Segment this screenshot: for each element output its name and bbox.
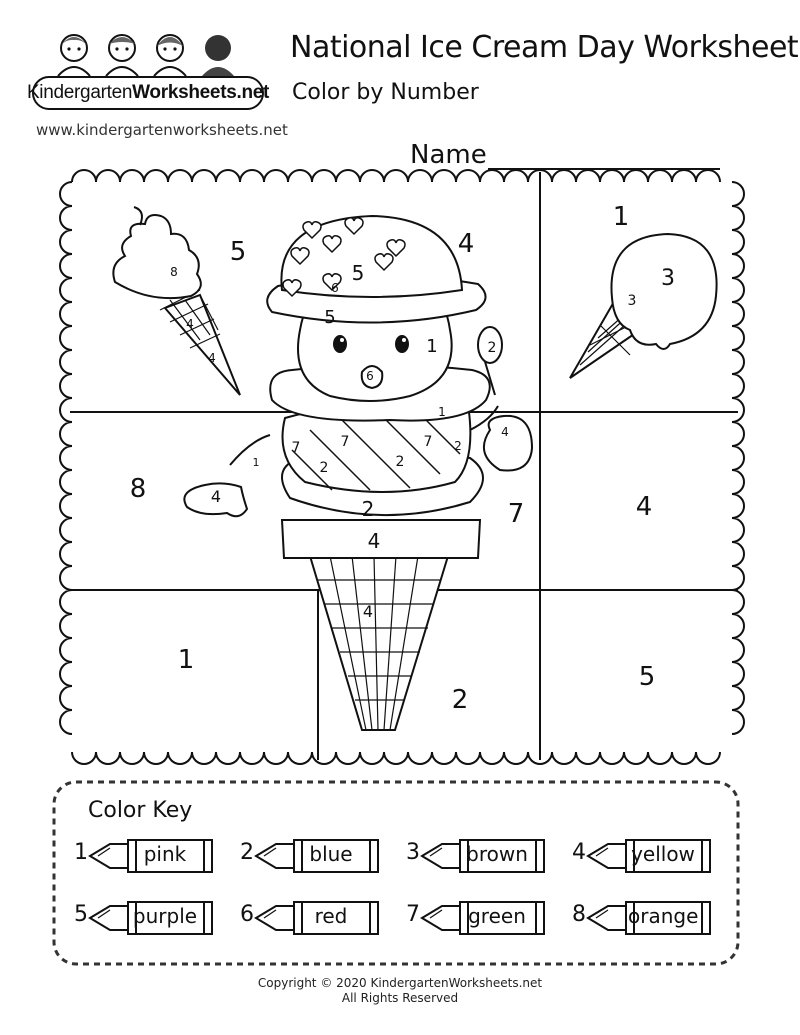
copyright-footer [0,976,800,1006]
picture-number: 3 [627,293,637,309]
color-key-item [568,834,718,878]
logo-kids-illustration [44,30,244,76]
picture-number: 7 [423,434,433,450]
color-key [50,778,742,968]
color-key-number: 2 [240,840,254,865]
picture-number: 4 [208,351,216,365]
picture-number: 1 [252,456,260,469]
coloring-picture[interactable] [58,168,748,768]
picture-number: 4 [501,425,509,439]
picture-number: 4 [367,529,381,553]
picture-number: 5 [324,307,336,328]
color-key-number: 6 [240,902,254,927]
copyright-line: Copyright © 2020 KindergartenWorksheets.net [257,976,543,990]
picture-number: 7 [340,434,350,450]
site-logo [26,76,270,110]
picture-number: 8 [129,474,147,504]
picture-number: 4 [186,317,194,331]
picture-number: 7 [291,440,301,456]
logo-text-bold: Worksheets.net [132,82,270,103]
color-key-item [402,834,552,878]
color-key-number: 1 [74,840,88,865]
worksheet-subtitle: Color by Number [292,80,479,105]
picture-number: 2 [451,685,469,715]
picture-number: 2 [395,454,405,470]
rights-line: All Rights Reserved [341,991,459,1005]
color-key-item [402,896,552,940]
picture-number: 4 [362,602,374,621]
picture-number: 4 [457,229,475,259]
color-key-item [236,834,386,878]
crayon-color-label: brown [466,842,528,866]
picture-number: 1 [438,405,446,419]
crayon-color-label: red [314,904,348,928]
color-key-item [236,896,386,940]
picture-number: 4 [210,487,222,506]
picture-number: 5 [638,662,656,692]
crayon-color-label: orange [628,904,699,928]
picture-number: 4 [635,492,653,522]
name-label: Name [410,140,487,170]
color-key-number: 8 [572,902,586,927]
picture-number: 1 [612,202,630,232]
picture-number: 6 [366,369,374,383]
color-key-number: 7 [406,902,420,927]
crayon-color-label: pink [143,842,187,866]
crayon-color-label: purple [132,904,198,928]
color-key-item [70,834,220,878]
color-key-number: 4 [572,840,586,865]
worksheet-title: National Ice Cream Day Worksheet [290,30,799,65]
crayon-color-label: green [468,904,526,928]
color-key-item [568,896,718,940]
color-key-number: 3 [406,840,420,865]
logo-text-plain: Kindergarten [26,82,133,103]
picture-number: 3 [661,266,675,291]
picture-number: 6 [331,281,339,295]
picture-number: 5 [229,237,247,267]
picture-number: 2 [454,439,462,453]
site-url: www.kindergartenworksheets.net [36,121,288,139]
color-key-item [70,896,220,940]
picture-number: 2 [361,497,375,521]
picture-number: 2 [487,340,497,356]
picture-number: 8 [170,265,178,279]
picture-number: 1 [177,645,195,675]
crayon-color-label: yellow [631,842,695,866]
crayon-color-label: blue [309,842,353,866]
picture-number: 2 [319,460,329,476]
picture-number: 5 [351,261,365,285]
color-key-number: 5 [74,902,88,927]
picture-number: 7 [507,499,525,529]
picture-number: 1 [426,336,438,357]
color-key-title: Color Key [88,798,193,823]
